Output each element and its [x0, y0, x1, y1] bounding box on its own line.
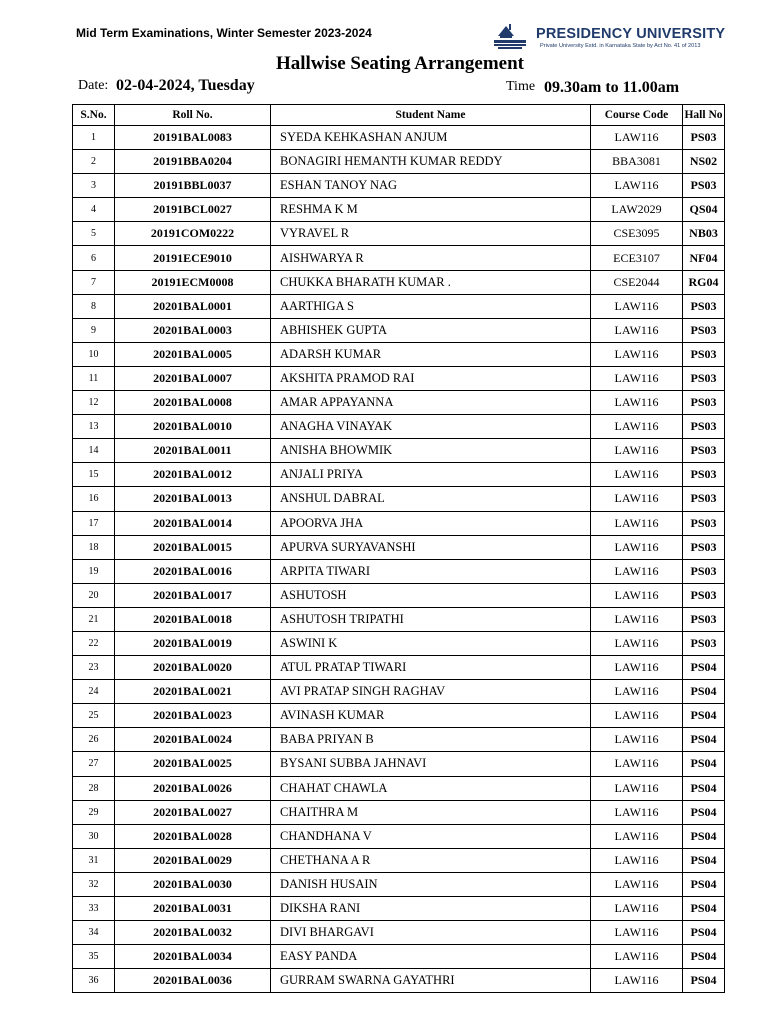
cell-hall-no: PS04	[682, 728, 725, 751]
header-course-code: Course Code	[590, 105, 682, 125]
cell-roll-no: 20201BAL0008	[114, 391, 270, 414]
table-row	[72, 752, 725, 776]
table-row	[72, 198, 725, 222]
cell-course-code: LAW116	[590, 680, 682, 703]
cell-roll-no: 20201BAL0032	[114, 921, 270, 944]
cell-roll-no: 20201BAL0036	[114, 969, 270, 992]
cell-student-name: AKSHITA PRAMOD RAI	[270, 367, 590, 390]
table-row	[72, 463, 725, 487]
date-label: Date:	[78, 78, 109, 93]
cell-course-code: LAW116	[590, 367, 682, 390]
header-student-name: Student Name	[270, 105, 590, 125]
cell-roll-no: 20191BAL0083	[114, 126, 270, 149]
cell-course-code: LAW116	[590, 945, 682, 968]
table-row	[72, 439, 725, 463]
table-row	[72, 174, 725, 198]
cell-roll-no: 20201BAL0023	[114, 704, 270, 727]
cell-sno: 10	[72, 343, 114, 366]
cell-student-name: ASHUTOSH TRIPATHI	[270, 608, 590, 631]
cell-roll-no: 20201BAL0021	[114, 680, 270, 703]
cell-hall-no: PS04	[682, 945, 725, 968]
cell-student-name: CHUKKA BHARATH KUMAR .	[270, 271, 590, 294]
cell-roll-no: 20201BAL0020	[114, 656, 270, 679]
cell-roll-no: 20201BAL0025	[114, 752, 270, 775]
cell-roll-no: 20201BAL0030	[114, 873, 270, 896]
cell-course-code: LAW116	[590, 632, 682, 655]
table-row	[72, 560, 725, 584]
cell-student-name: AVI PRATAP SINGH RAGHAV	[270, 680, 590, 703]
cell-hall-no: PS03	[682, 391, 725, 414]
cell-course-code: LAW116	[590, 391, 682, 414]
cell-course-code: LAW116	[590, 560, 682, 583]
cell-roll-no: 20191BCL0027	[114, 198, 270, 221]
university-emblem-icon	[492, 24, 528, 50]
cell-sno: 7	[72, 271, 114, 294]
exam-title: Mid Term Examinations, Winter Semester 2023-2024	[76, 26, 372, 40]
table-row	[72, 126, 725, 150]
cell-sno: 29	[72, 801, 114, 824]
cell-roll-no: 20201BAL0029	[114, 849, 270, 872]
cell-course-code: LAW116	[590, 487, 682, 510]
cell-hall-no: PS04	[682, 897, 725, 920]
table-row	[72, 319, 725, 343]
table-row	[72, 825, 725, 849]
table-row	[72, 536, 725, 560]
seating-table	[72, 104, 725, 993]
cell-student-name: ANISHA BHOWMIK	[270, 439, 590, 462]
cell-hall-no: PS03	[682, 295, 725, 318]
table-row	[72, 680, 725, 704]
cell-roll-no: 20201BAL0013	[114, 487, 270, 510]
cell-student-name: CHAHAT CHAWLA	[270, 777, 590, 800]
table-row	[72, 512, 725, 536]
cell-course-code: LAW116	[590, 463, 682, 486]
cell-student-name: SYEDA KEHKASHAN ANJUM	[270, 126, 590, 149]
cell-hall-no: PS04	[682, 777, 725, 800]
cell-student-name: BONAGIRI HEMANTH KUMAR REDDY	[270, 150, 590, 173]
cell-course-code: LAW116	[590, 801, 682, 824]
university-name: PRESIDENCY UNIVERSITY	[536, 26, 726, 42]
cell-course-code: LAW116	[590, 969, 682, 992]
table-row	[72, 271, 725, 295]
cell-student-name: ESHAN TANOY NAG	[270, 174, 590, 197]
cell-student-name: RESHMA K M	[270, 198, 590, 221]
cell-course-code: LAW116	[590, 921, 682, 944]
cell-hall-no: PS03	[682, 584, 725, 607]
cell-hall-no: NB03	[682, 222, 725, 245]
cell-roll-no: 20201BAL0024	[114, 728, 270, 751]
cell-sno: 26	[72, 728, 114, 751]
cell-student-name: ADARSH KUMAR	[270, 343, 590, 366]
table-row	[72, 367, 725, 391]
date-value: 02-04-2024, Tuesday	[116, 77, 255, 94]
cell-hall-no: PS04	[682, 656, 725, 679]
cell-sno: 9	[72, 319, 114, 342]
time-value: 09.30am to 11.00am	[544, 79, 680, 96]
cell-student-name: GURRAM SWARNA GAYATHRI	[270, 969, 590, 992]
cell-hall-no: PS03	[682, 439, 725, 462]
table-body	[72, 126, 725, 993]
cell-course-code: LAW116	[590, 752, 682, 775]
cell-student-name: APOORVA JHA	[270, 512, 590, 535]
cell-course-code: LAW116	[590, 174, 682, 197]
cell-course-code: LAW116	[590, 439, 682, 462]
cell-roll-no: 20201BAL0005	[114, 343, 270, 366]
cell-sno: 22	[72, 632, 114, 655]
cell-sno: 32	[72, 873, 114, 896]
cell-roll-no: 20201BAL0018	[114, 608, 270, 631]
cell-course-code: LAW116	[590, 873, 682, 896]
table-row	[72, 487, 725, 511]
cell-course-code: LAW116	[590, 415, 682, 438]
table-row	[72, 921, 725, 945]
table-row	[72, 584, 725, 608]
table-row	[72, 969, 725, 993]
cell-roll-no: 20201BAL0007	[114, 367, 270, 390]
cell-hall-no: RG04	[682, 271, 725, 294]
cell-roll-no: 20191COM0222	[114, 222, 270, 245]
cell-hall-no: PS03	[682, 536, 725, 559]
table-row	[72, 801, 725, 825]
cell-sno: 5	[72, 222, 114, 245]
table-row	[72, 728, 725, 752]
cell-student-name: CHANDHANA V	[270, 825, 590, 848]
table-row	[72, 415, 725, 439]
table-row	[72, 150, 725, 174]
cell-sno: 13	[72, 415, 114, 438]
table-row	[72, 777, 725, 801]
cell-roll-no: 20201BAL0014	[114, 512, 270, 535]
cell-hall-no: NF04	[682, 246, 725, 269]
cell-student-name: ANJALI PRIYA	[270, 463, 590, 486]
cell-sno: 21	[72, 608, 114, 631]
cell-sno: 12	[72, 391, 114, 414]
cell-sno: 35	[72, 945, 114, 968]
cell-course-code: LAW116	[590, 777, 682, 800]
cell-sno: 24	[72, 680, 114, 703]
cell-student-name: BABA PRIYAN B	[270, 728, 590, 751]
cell-sno: 15	[72, 463, 114, 486]
cell-roll-no: 20201BAL0019	[114, 632, 270, 655]
table-row	[72, 246, 725, 270]
cell-student-name: CHETHANA A R	[270, 849, 590, 872]
cell-course-code: LAW116	[590, 656, 682, 679]
cell-sno: 27	[72, 752, 114, 775]
cell-sno: 23	[72, 656, 114, 679]
cell-course-code: ECE3107	[590, 246, 682, 269]
cell-hall-no: PS03	[682, 126, 725, 149]
cell-student-name: AVINASH KUMAR	[270, 704, 590, 727]
cell-sno: 16	[72, 487, 114, 510]
table-row	[72, 222, 725, 246]
cell-course-code: LAW116	[590, 704, 682, 727]
cell-sno: 6	[72, 246, 114, 269]
cell-student-name: DANISH HUSAIN	[270, 873, 590, 896]
cell-roll-no: 20191BBA0204	[114, 150, 270, 173]
cell-hall-no: PS03	[682, 367, 725, 390]
table-row	[72, 704, 725, 728]
cell-sno: 36	[72, 969, 114, 992]
cell-hall-no: PS03	[682, 512, 725, 535]
header-hall-no: Hall No	[682, 105, 725, 125]
cell-sno: 4	[72, 198, 114, 221]
cell-sno: 3	[72, 174, 114, 197]
cell-hall-no: PS04	[682, 873, 725, 896]
cell-course-code: LAW116	[590, 512, 682, 535]
cell-sno: 31	[72, 849, 114, 872]
university-logo	[492, 24, 726, 54]
cell-hall-no: PS03	[682, 174, 725, 197]
cell-roll-no: 20201BAL0003	[114, 319, 270, 342]
cell-sno: 34	[72, 921, 114, 944]
cell-course-code: LAW116	[590, 584, 682, 607]
cell-sno: 17	[72, 512, 114, 535]
table-row	[72, 873, 725, 897]
cell-student-name: ANSHUL DABRAL	[270, 487, 590, 510]
table-row	[72, 632, 725, 656]
cell-hall-no: PS03	[682, 487, 725, 510]
time-label: Time	[506, 79, 536, 94]
cell-sno: 1	[72, 126, 114, 149]
cell-sno: 14	[72, 439, 114, 462]
cell-course-code: LAW116	[590, 343, 682, 366]
cell-roll-no: 20201BAL0011	[114, 439, 270, 462]
cell-sno: 28	[72, 777, 114, 800]
cell-roll-no: 20201BAL0001	[114, 295, 270, 318]
cell-hall-no: PS04	[682, 969, 725, 992]
cell-sno: 30	[72, 825, 114, 848]
table-row	[72, 295, 725, 319]
cell-roll-no: 20201BAL0026	[114, 777, 270, 800]
cell-hall-no: PS04	[682, 849, 725, 872]
header-sno: S.No.	[72, 105, 114, 125]
cell-course-code: BBA3081	[590, 150, 682, 173]
cell-roll-no: 20201BAL0027	[114, 801, 270, 824]
table-row	[72, 945, 725, 969]
cell-student-name: DIVI BHARGAVI	[270, 921, 590, 944]
cell-hall-no: PS03	[682, 632, 725, 655]
cell-hall-no: NS02	[682, 150, 725, 173]
cell-hall-no: PS03	[682, 343, 725, 366]
cell-course-code: LAW116	[590, 897, 682, 920]
cell-roll-no: 20201BAL0028	[114, 825, 270, 848]
table-row	[72, 656, 725, 680]
cell-student-name: ARPITA TIWARI	[270, 560, 590, 583]
cell-hall-no: PS04	[682, 680, 725, 703]
cell-roll-no: 20201BAL0016	[114, 560, 270, 583]
cell-student-name: DIKSHA RANI	[270, 897, 590, 920]
cell-student-name: EASY PANDA	[270, 945, 590, 968]
cell-student-name: AISHWARYA R	[270, 246, 590, 269]
cell-hall-no: PS03	[682, 463, 725, 486]
cell-course-code: LAW2029	[590, 198, 682, 221]
cell-hall-no: PS03	[682, 560, 725, 583]
cell-sno: 20	[72, 584, 114, 607]
cell-roll-no: 20201BAL0034	[114, 945, 270, 968]
cell-hall-no: PS04	[682, 752, 725, 775]
cell-sno: 25	[72, 704, 114, 727]
cell-sno: 2	[72, 150, 114, 173]
table-row	[72, 608, 725, 632]
header-roll-no: Roll No.	[114, 105, 270, 125]
cell-roll-no: 20191ECM0008	[114, 271, 270, 294]
table-row	[72, 391, 725, 415]
cell-roll-no: 20201BAL0010	[114, 415, 270, 438]
cell-course-code: CSE2044	[590, 271, 682, 294]
cell-student-name: AMAR APPAYANNA	[270, 391, 590, 414]
cell-sno: 11	[72, 367, 114, 390]
cell-student-name: ANAGHA VINAYAK	[270, 415, 590, 438]
table-header-row	[72, 104, 725, 126]
cell-student-name: ASWINI K	[270, 632, 590, 655]
page-title: Hallwise Seating Arrangement	[275, 53, 525, 74]
cell-student-name: ASHUTOSH	[270, 584, 590, 607]
cell-roll-no: 20191BBL0037	[114, 174, 270, 197]
cell-hall-no: PS04	[682, 921, 725, 944]
cell-course-code: LAW116	[590, 849, 682, 872]
table-row	[72, 849, 725, 873]
cell-hall-no: PS03	[682, 319, 725, 342]
cell-hall-no: PS03	[682, 608, 725, 631]
cell-roll-no: 20201BAL0015	[114, 536, 270, 559]
cell-hall-no: PS04	[682, 825, 725, 848]
cell-roll-no: 20201BAL0017	[114, 584, 270, 607]
cell-hall-no: QS04	[682, 198, 725, 221]
cell-course-code: LAW116	[590, 126, 682, 149]
university-tagline: Private University Estd. in Karnataka State by Act No. 41 of 2013	[540, 43, 701, 49]
cell-student-name: AARTHIGA S	[270, 295, 590, 318]
cell-course-code: LAW116	[590, 319, 682, 342]
cell-course-code: LAW116	[590, 295, 682, 318]
cell-roll-no: 20191ECE9010	[114, 246, 270, 269]
cell-student-name: ABHISHEK GUPTA	[270, 319, 590, 342]
cell-course-code: LAW116	[590, 608, 682, 631]
table-row	[72, 343, 725, 367]
cell-hall-no: PS04	[682, 704, 725, 727]
table-row	[72, 897, 725, 921]
cell-roll-no: 20201BAL0012	[114, 463, 270, 486]
cell-student-name: ATUL PRATAP TIWARI	[270, 656, 590, 679]
cell-sno: 8	[72, 295, 114, 318]
cell-sno: 18	[72, 536, 114, 559]
cell-student-name: APURVA SURYAVANSHI	[270, 536, 590, 559]
cell-hall-no: PS03	[682, 415, 725, 438]
cell-course-code: LAW116	[590, 536, 682, 559]
cell-course-code: LAW116	[590, 728, 682, 751]
cell-student-name: VYRAVEL R	[270, 222, 590, 245]
cell-student-name: BYSANI SUBBA JAHNAVI	[270, 752, 590, 775]
cell-sno: 33	[72, 897, 114, 920]
cell-course-code: LAW116	[590, 825, 682, 848]
cell-course-code: CSE3095	[590, 222, 682, 245]
cell-roll-no: 20201BAL0031	[114, 897, 270, 920]
cell-student-name: CHAITHRA M	[270, 801, 590, 824]
cell-hall-no: PS04	[682, 801, 725, 824]
cell-sno: 19	[72, 560, 114, 583]
